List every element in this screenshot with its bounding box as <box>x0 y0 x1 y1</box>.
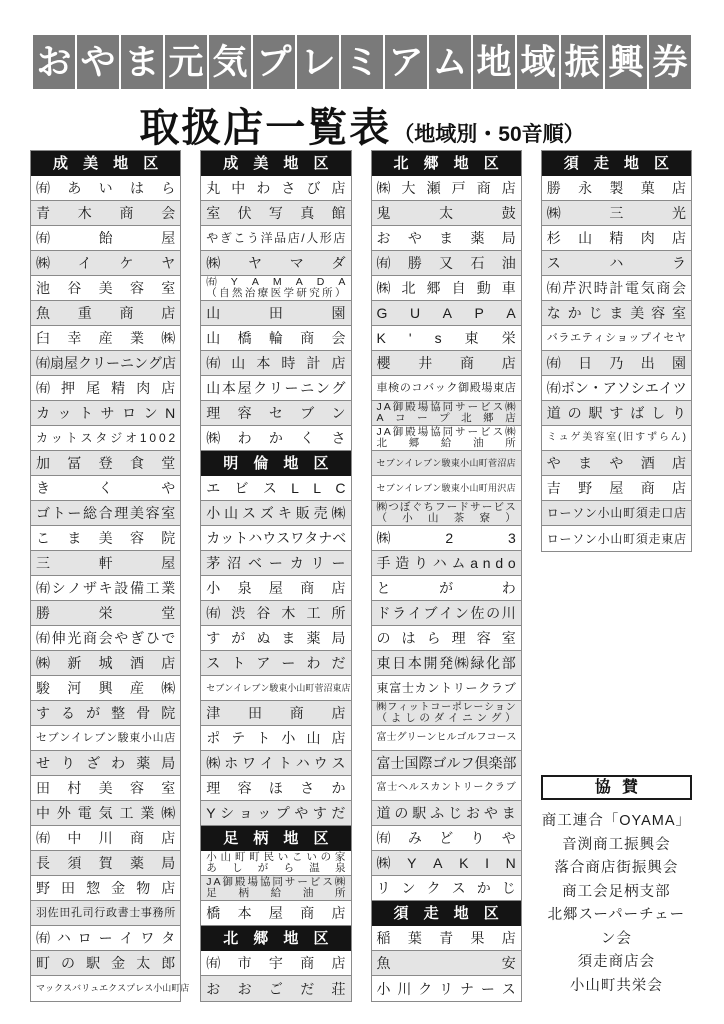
store-name: 小 泉 屋 商 店 <box>206 580 346 596</box>
store-row <box>201 876 350 901</box>
store-name-line: A コ ー プ 北 郷 店 <box>376 412 516 424</box>
store-row <box>372 876 521 901</box>
store-row <box>372 276 521 301</box>
store-row <box>372 176 521 201</box>
store-name: ㈱ Y A K I N <box>376 855 516 871</box>
store-row <box>31 201 180 226</box>
store-row <box>31 876 180 901</box>
store-row <box>201 526 350 551</box>
store-name-line: J A 御 殿 場 協 同 サ ー ビ ス ㈱ <box>376 400 516 413</box>
store-row <box>31 676 180 701</box>
store-row <box>31 351 180 376</box>
banner-char: ア <box>385 35 427 89</box>
store-name: ゴ ト ー 総 合 理 美 容 室 <box>36 505 176 521</box>
store-column-2 <box>200 150 351 1002</box>
sponsor-item: 商工会足柄支部 <box>562 883 671 900</box>
store-row <box>372 476 521 501</box>
store-row <box>31 601 180 626</box>
store-row <box>372 576 521 601</box>
store-name: ㈱ 北 郷 自 動 車 <box>376 280 516 296</box>
store-name: こ ま 美 容 院 <box>36 530 176 546</box>
store-name: ㈲ 伸 光 商 会 や ぎ ひ で <box>36 630 176 646</box>
store-name: 富 士 ヘ ル ス カ ン ト リ ー ク ラ ブ <box>376 782 516 793</box>
store-row <box>201 351 350 376</box>
store-name: や ぎ こ う 洋 品 店 / 人 形 店 <box>206 231 346 245</box>
store-name: エ ビ ス L L C <box>206 480 346 496</box>
district-header <box>201 451 350 476</box>
store-table <box>30 150 190 1002</box>
store-row <box>31 951 180 976</box>
store-name: ㈲ 渋 谷 木 工 所 <box>206 605 346 621</box>
store-name: 羽 佐 田 孔 司 行 政 書 士 事 務 所 <box>36 906 176 919</box>
store-row <box>372 651 521 676</box>
sponsor-list <box>541 810 692 998</box>
store-row <box>372 526 521 551</box>
store-row <box>31 801 180 826</box>
district-header <box>201 926 350 951</box>
store-name: ㈱ イ ケ ヤ <box>36 255 176 271</box>
store-name: き く や <box>36 480 176 496</box>
store-row <box>31 901 180 926</box>
store-name-line: （ 小 山 茶 寮 ） <box>376 512 516 524</box>
store-name-line: J A 御 殿 場 協 同 サ ー ビ ス ㈱ <box>206 875 346 888</box>
store-name: 車 検 の コ バ ッ ク 御 殿 場 東 店 <box>376 381 516 394</box>
sponsor-header-label: 協 賛 <box>594 778 638 796</box>
banner-char: 振 <box>561 35 603 89</box>
store-name: お お ご だ 荘 <box>206 980 346 997</box>
store-row <box>31 501 180 526</box>
store-row <box>372 676 521 701</box>
district-header-label: 足 柄 地 区 <box>223 830 329 847</box>
store-row <box>201 801 350 826</box>
title-sub: （地域別・50音順） <box>393 123 585 146</box>
store-name-line: ㈲ Y A M A D A <box>206 275 346 288</box>
store-name <box>206 277 345 300</box>
store-row <box>372 451 521 476</box>
store-row <box>31 776 180 801</box>
store-name: 富 士 国 際 ゴ ル フ 倶 楽 部 <box>376 755 517 771</box>
banner-char: 域 <box>517 35 559 89</box>
store-row <box>201 851 350 876</box>
store-name: セ ブ ン イ レ ブ ン 駿 東 小 山 町 用 沢 店 <box>376 482 516 493</box>
banner-char: 気 <box>209 35 251 89</box>
store-row <box>201 726 350 751</box>
store-name: カ ッ ト サ ロ ン N <box>36 405 176 421</box>
store-name: 加 冨 登 食 堂 <box>36 455 176 471</box>
store-name: 吉 野 屋 商 店 <box>546 480 686 496</box>
district-header <box>372 901 521 926</box>
district-header <box>372 151 521 176</box>
store-name: ㈱ 新 城 酒 店 <box>36 655 176 671</box>
store-name: 野 田 惣 金 物 店 <box>36 880 176 896</box>
store-name: 臼 幸 産 業 ㈱ <box>36 330 176 346</box>
store-name: バ ラ エ テ ィ シ ョ ッ プ イ セ ヤ <box>546 331 686 344</box>
store-row <box>201 751 350 776</box>
store-row <box>542 276 691 301</box>
store-row <box>31 276 180 301</box>
banner-char: や <box>77 35 119 89</box>
title-main: 取扱店一覧表 <box>139 106 392 150</box>
store-row <box>372 726 521 751</box>
banner-char: 地 <box>473 35 515 89</box>
store-name <box>377 427 516 450</box>
store-name: 東 富 士 カ ン ト リ ー ク ラ ブ <box>376 681 516 695</box>
store-row <box>372 401 521 426</box>
store-name: ス ト ア ー わ だ <box>206 655 346 671</box>
store-row <box>31 526 180 551</box>
store-name: 富 士 グ リ ー ン ヒ ル ゴ ル フ コ ー ス <box>376 732 517 743</box>
store-name: す が ぬ ま 薬 局 <box>206 630 346 646</box>
store-name: す る が 整 骨 院 <box>36 705 176 721</box>
store-name: ス ハ ラ <box>546 255 686 271</box>
store-row <box>31 176 180 201</box>
district-header-label: 明 倫 地 区 <box>223 455 329 472</box>
page-title <box>0 96 724 153</box>
store-name: 理 容 ほ さ か <box>206 780 346 796</box>
store-name: 中 外 電 気 工 業 ㈱ <box>36 805 176 821</box>
store-row <box>201 176 350 201</box>
store-name: カ ッ ト ハ ウ ス ワ タ ナ ベ <box>206 530 347 546</box>
store-name <box>206 877 345 900</box>
banner-char: ム <box>429 35 471 89</box>
store-row <box>372 976 521 1001</box>
store-row <box>372 326 521 351</box>
store-name: せ り ざ わ 薬 局 <box>36 755 176 771</box>
store-row <box>201 951 350 976</box>
store-name-line: （ 自 然 治 療 医 学 研 究 所 ） <box>206 287 346 299</box>
store-row <box>201 426 350 451</box>
store-row <box>201 301 350 326</box>
store-name: ㈲ 扇 屋 ク リ ー ニ ン グ 店 <box>36 355 176 371</box>
store-name: 山 本 屋 ク リ ー ニ ン グ <box>206 380 346 396</box>
store-name: 橋 本 屋 商 店 <box>206 905 346 921</box>
store-name: Y シ ョ ッ プ や す だ <box>206 805 346 821</box>
banner-char: お <box>33 35 75 89</box>
store-row <box>31 576 180 601</box>
store-row <box>201 276 350 301</box>
store-name: マ ッ ク ス バ リ ュ エ ク ス プ レ ス 小 山 町 店 <box>36 983 190 993</box>
store-name-line: ㈱ フ ィ ッ ト コ ー ポ レ ー シ ョ ン <box>376 701 516 713</box>
store-name: 津 田 商 店 <box>206 705 346 721</box>
store-row <box>372 826 521 851</box>
store-row <box>542 501 691 526</box>
store-row <box>31 626 180 651</box>
store-name: ㈲ 中 川 商 店 <box>36 830 176 846</box>
store-row <box>201 376 350 401</box>
store-name: 三 軒 屋 <box>36 555 176 571</box>
store-list-grid <box>30 150 692 1002</box>
store-row <box>201 601 350 626</box>
store-name: 長 須 賀 薬 局 <box>36 855 176 871</box>
store-table <box>541 150 692 552</box>
store-row <box>31 451 180 476</box>
store-row <box>542 301 691 326</box>
store-name: 櫻 井 商 店 <box>376 355 516 371</box>
district-header-label: 須 走 地 区 <box>563 155 669 172</box>
store-name: 青 木 商 会 <box>36 205 176 221</box>
store-name-line: ㈱ つ ぼ ぐ ち フ ー ド サ ー ビ ス <box>376 500 516 513</box>
store-row <box>372 351 521 376</box>
store-row <box>31 401 180 426</box>
store-row <box>372 501 521 526</box>
store-name: 東 日 本 開 発 ㈱ 緑 化 部 <box>376 655 516 671</box>
store-row <box>31 301 180 326</box>
store-row <box>31 651 180 676</box>
store-row <box>201 676 350 701</box>
store-row <box>372 601 521 626</box>
store-row <box>201 201 350 226</box>
store-name: ㈱ わ か く さ <box>206 430 346 446</box>
store-row <box>31 426 180 451</box>
banner-char: プ <box>253 35 295 89</box>
store-name: 稲 葉 青 果 店 <box>376 930 516 946</box>
store-row <box>372 851 521 876</box>
store-row <box>372 301 521 326</box>
store-row <box>372 801 521 826</box>
store-name: ド ラ イ ブ イ ン 佐 の 川 <box>376 605 516 621</box>
store-name: 室 伏 写 真 館 <box>206 205 346 221</box>
banner-char: 元 <box>165 35 207 89</box>
store-row <box>542 351 691 376</box>
store-name: 勝 永 製 菓 店 <box>546 180 686 196</box>
store-row <box>542 226 691 251</box>
store-row <box>201 476 350 501</box>
store-name: セ ブ ン イ レ ブ ン 駿 東 小 山 町 菅 沼 店 <box>376 457 516 468</box>
store-name: 駿 河 興 産 ㈱ <box>36 680 176 696</box>
store-name: セ ブ ン イ レ ブ ン 駿 東 小 山 町 菅 沼 東 店 <box>206 682 351 693</box>
store-name: 魚 安 <box>376 955 516 971</box>
store-row <box>372 251 521 276</box>
district-header-label: 成 美 地 区 <box>223 155 329 172</box>
store-row <box>542 376 691 401</box>
store-name: ポ テ ト 小 山 店 <box>206 730 346 746</box>
store-row <box>31 976 190 1001</box>
store-name: ㈲ あ い は ら <box>36 180 176 196</box>
store-name: や ま や 酒 店 <box>546 455 686 471</box>
store-name: ㈲ 勝 又 石 油 <box>376 255 516 271</box>
store-row <box>31 701 180 726</box>
banner-char: 興 <box>605 35 647 89</box>
store-row <box>31 476 180 501</box>
store-row <box>31 551 180 576</box>
store-name: ㈲ 市 宇 商 店 <box>206 955 346 971</box>
district-header <box>542 151 691 176</box>
store-name: ㈱ ホ ワ イ ト ハ ウ ス <box>206 755 346 771</box>
store-row <box>31 326 180 351</box>
store-name-line: あ し が ら 温 泉 <box>206 862 346 874</box>
store-name: な か じ ま 美 容 室 <box>546 305 686 321</box>
store-row <box>372 776 521 801</box>
store-name: ㈱ ヤ マ ダ <box>206 255 346 271</box>
store-table <box>200 150 351 1002</box>
store-row <box>31 376 180 401</box>
store-name: 勝 栄 堂 <box>36 605 176 621</box>
store-row <box>372 951 521 976</box>
store-row <box>201 651 350 676</box>
store-name: ロ ー ソ ン 小 山 町 須 走 口 店 <box>546 506 686 520</box>
sponsor-header <box>541 775 692 800</box>
store-row <box>201 501 350 526</box>
store-row <box>31 826 180 851</box>
store-name: リ ン ク ス か じ <box>376 880 516 896</box>
store-row <box>201 976 350 1001</box>
store-row <box>542 526 691 551</box>
banner-char: ま <box>121 35 163 89</box>
store-row <box>201 626 350 651</box>
store-column-3 <box>371 150 522 1002</box>
sponsor-item: 小山町共栄会 <box>569 977 663 994</box>
store-row <box>372 376 521 401</box>
sponsor-section <box>541 775 692 998</box>
store-table <box>371 150 522 1002</box>
store-row <box>201 551 350 576</box>
store-row <box>201 576 350 601</box>
store-row <box>31 926 180 951</box>
store-row <box>31 726 180 751</box>
district-header-label: 北 郷 地 区 <box>393 155 499 172</box>
store-name <box>377 402 516 425</box>
store-name: 魚 重 商 店 <box>36 305 176 321</box>
store-name: ㈲ シ ノ ザ キ 設 備 工 業 <box>36 580 176 596</box>
store-row <box>372 551 521 576</box>
store-row <box>542 326 691 351</box>
store-name: 小 川 ク リ ナ ー ス <box>376 980 516 997</box>
store-row <box>372 926 521 951</box>
store-name: 小 山 ス ズ キ 販 売 ㈱ <box>206 505 346 521</box>
sponsor-item: 落合商店街振興会 <box>554 860 679 876</box>
store-row <box>201 776 350 801</box>
store-name: 町 の 駅 金 太 郎 <box>36 955 176 971</box>
store-name: 田 村 美 容 室 <box>36 780 176 796</box>
store-name: ㈲ 日 乃 出 園 <box>546 355 686 371</box>
store-name: セ ブ ン イ レ ブ ン 駿 東 小 山 店 <box>36 731 176 744</box>
district-header-label: 須 走 地 区 <box>393 905 499 922</box>
voucher-title-banner <box>33 35 691 89</box>
store-name: の は ら 理 容 室 <box>376 630 516 646</box>
store-name: 山 田 園 <box>206 305 346 321</box>
store-name: K ' s 東 栄 <box>376 330 516 346</box>
store-row <box>31 851 180 876</box>
district-header-label: 北 郷 地 区 <box>223 930 329 947</box>
store-row <box>372 426 521 451</box>
store-name: ㈲ ハ ロ ー イ ワ タ <box>36 930 176 946</box>
sponsor-item: 須走商店会 <box>577 954 656 970</box>
store-name-line: J A 御 殿 場 協 同 サ ー ビ ス ㈱ <box>376 425 516 438</box>
store-row <box>31 226 180 251</box>
store-name: と が わ <box>376 580 516 596</box>
store-row <box>542 251 691 276</box>
store-row <box>542 476 691 501</box>
store-name: 茅 沼 ベ ー カ リ ー <box>206 555 346 571</box>
store-row <box>201 901 350 926</box>
district-header-label: 成 美 地 区 <box>53 155 159 172</box>
store-row <box>542 176 691 201</box>
store-row <box>372 226 521 251</box>
store-name: 鬼 太 鼓 <box>376 205 516 221</box>
store-name: 池 谷 美 容 室 <box>36 280 176 296</box>
store-row <box>31 251 180 276</box>
store-name <box>377 702 516 725</box>
district-header <box>201 826 350 851</box>
store-name-line: （ よ し の ダ イ ニ ン グ ） <box>376 712 516 724</box>
store-name: 丸 中 わ さ び 店 <box>206 180 346 196</box>
store-row <box>542 426 691 451</box>
district-header <box>201 151 350 176</box>
store-column-1 <box>30 150 190 1002</box>
district-header <box>31 151 180 176</box>
store-name: ㈲ 山 本 時 計 店 <box>206 355 346 371</box>
store-row <box>372 201 521 226</box>
store-row <box>201 226 350 251</box>
sponsor-item: 北郷スーパーチェーン会 <box>547 907 686 947</box>
store-name: ㈱ 2 3 <box>376 530 516 546</box>
sponsor-item: 商工連合「OYAMA」 <box>541 813 692 829</box>
banner-char: 券 <box>649 35 691 89</box>
store-name: ㈲ 飴 屋 <box>36 230 176 246</box>
store-row <box>372 701 521 726</box>
store-name: 山 橋 輪 商 会 <box>206 330 346 346</box>
store-name-line: 足 柄 給 油 所 <box>206 887 346 899</box>
store-row <box>201 251 350 276</box>
store-row <box>372 626 521 651</box>
store-name <box>377 502 516 525</box>
store-name: 理 容 セ ブ ン <box>206 405 346 421</box>
store-name-line: 北 郷 給 油 所 <box>376 437 516 449</box>
store-name: 道 の 駅 ふ じ お や ま <box>376 805 516 821</box>
store-row <box>542 451 691 476</box>
store-row <box>201 401 350 426</box>
banner-char: レ <box>297 35 339 89</box>
store-name-line: 小 山 町 町 民 い こ い の 家 <box>206 850 346 863</box>
store-name <box>206 852 345 875</box>
store-name: ㈱ 大 瀬 戸 商 店 <box>376 180 516 196</box>
store-name: ㈲ 芹 沢 時 計 電 気 商 会 <box>546 280 686 296</box>
store-row <box>542 401 691 426</box>
store-name: ㈲ み ど り や <box>376 830 516 846</box>
banner-char: ミ <box>341 35 383 89</box>
store-name: 杉 山 精 肉 店 <box>546 230 686 246</box>
store-row <box>201 701 350 726</box>
store-name: 手 造 り ハ ム a n d o <box>376 555 516 571</box>
store-row <box>31 751 180 776</box>
store-name: ㈲ 押 尾 精 肉 店 <box>36 380 176 396</box>
store-name: G U A P A <box>376 305 516 321</box>
store-name: ロ ー ソ ン 小 山 町 須 走 東 店 <box>546 531 686 546</box>
store-name: 道 の 駅 す ば し り <box>546 405 686 421</box>
store-name: カ ッ ト ス タ ジ オ 1 0 0 2 <box>36 431 176 445</box>
store-row <box>201 326 350 351</box>
store-row <box>542 201 691 226</box>
store-name: ㈲ ボ ン ・ ア ソ シ エ イ ツ <box>546 380 687 396</box>
store-name: ㈱ 三 光 <box>546 205 686 221</box>
store-name: お や ま 薬 局 <box>376 230 516 246</box>
store-column-4 <box>541 150 692 998</box>
sponsor-item: 音渕商工振興会 <box>562 836 671 853</box>
store-row <box>372 751 521 776</box>
store-name: ミ ュ ゲ 美 容 室 ( 旧 す ず ら ん ) <box>546 432 686 443</box>
